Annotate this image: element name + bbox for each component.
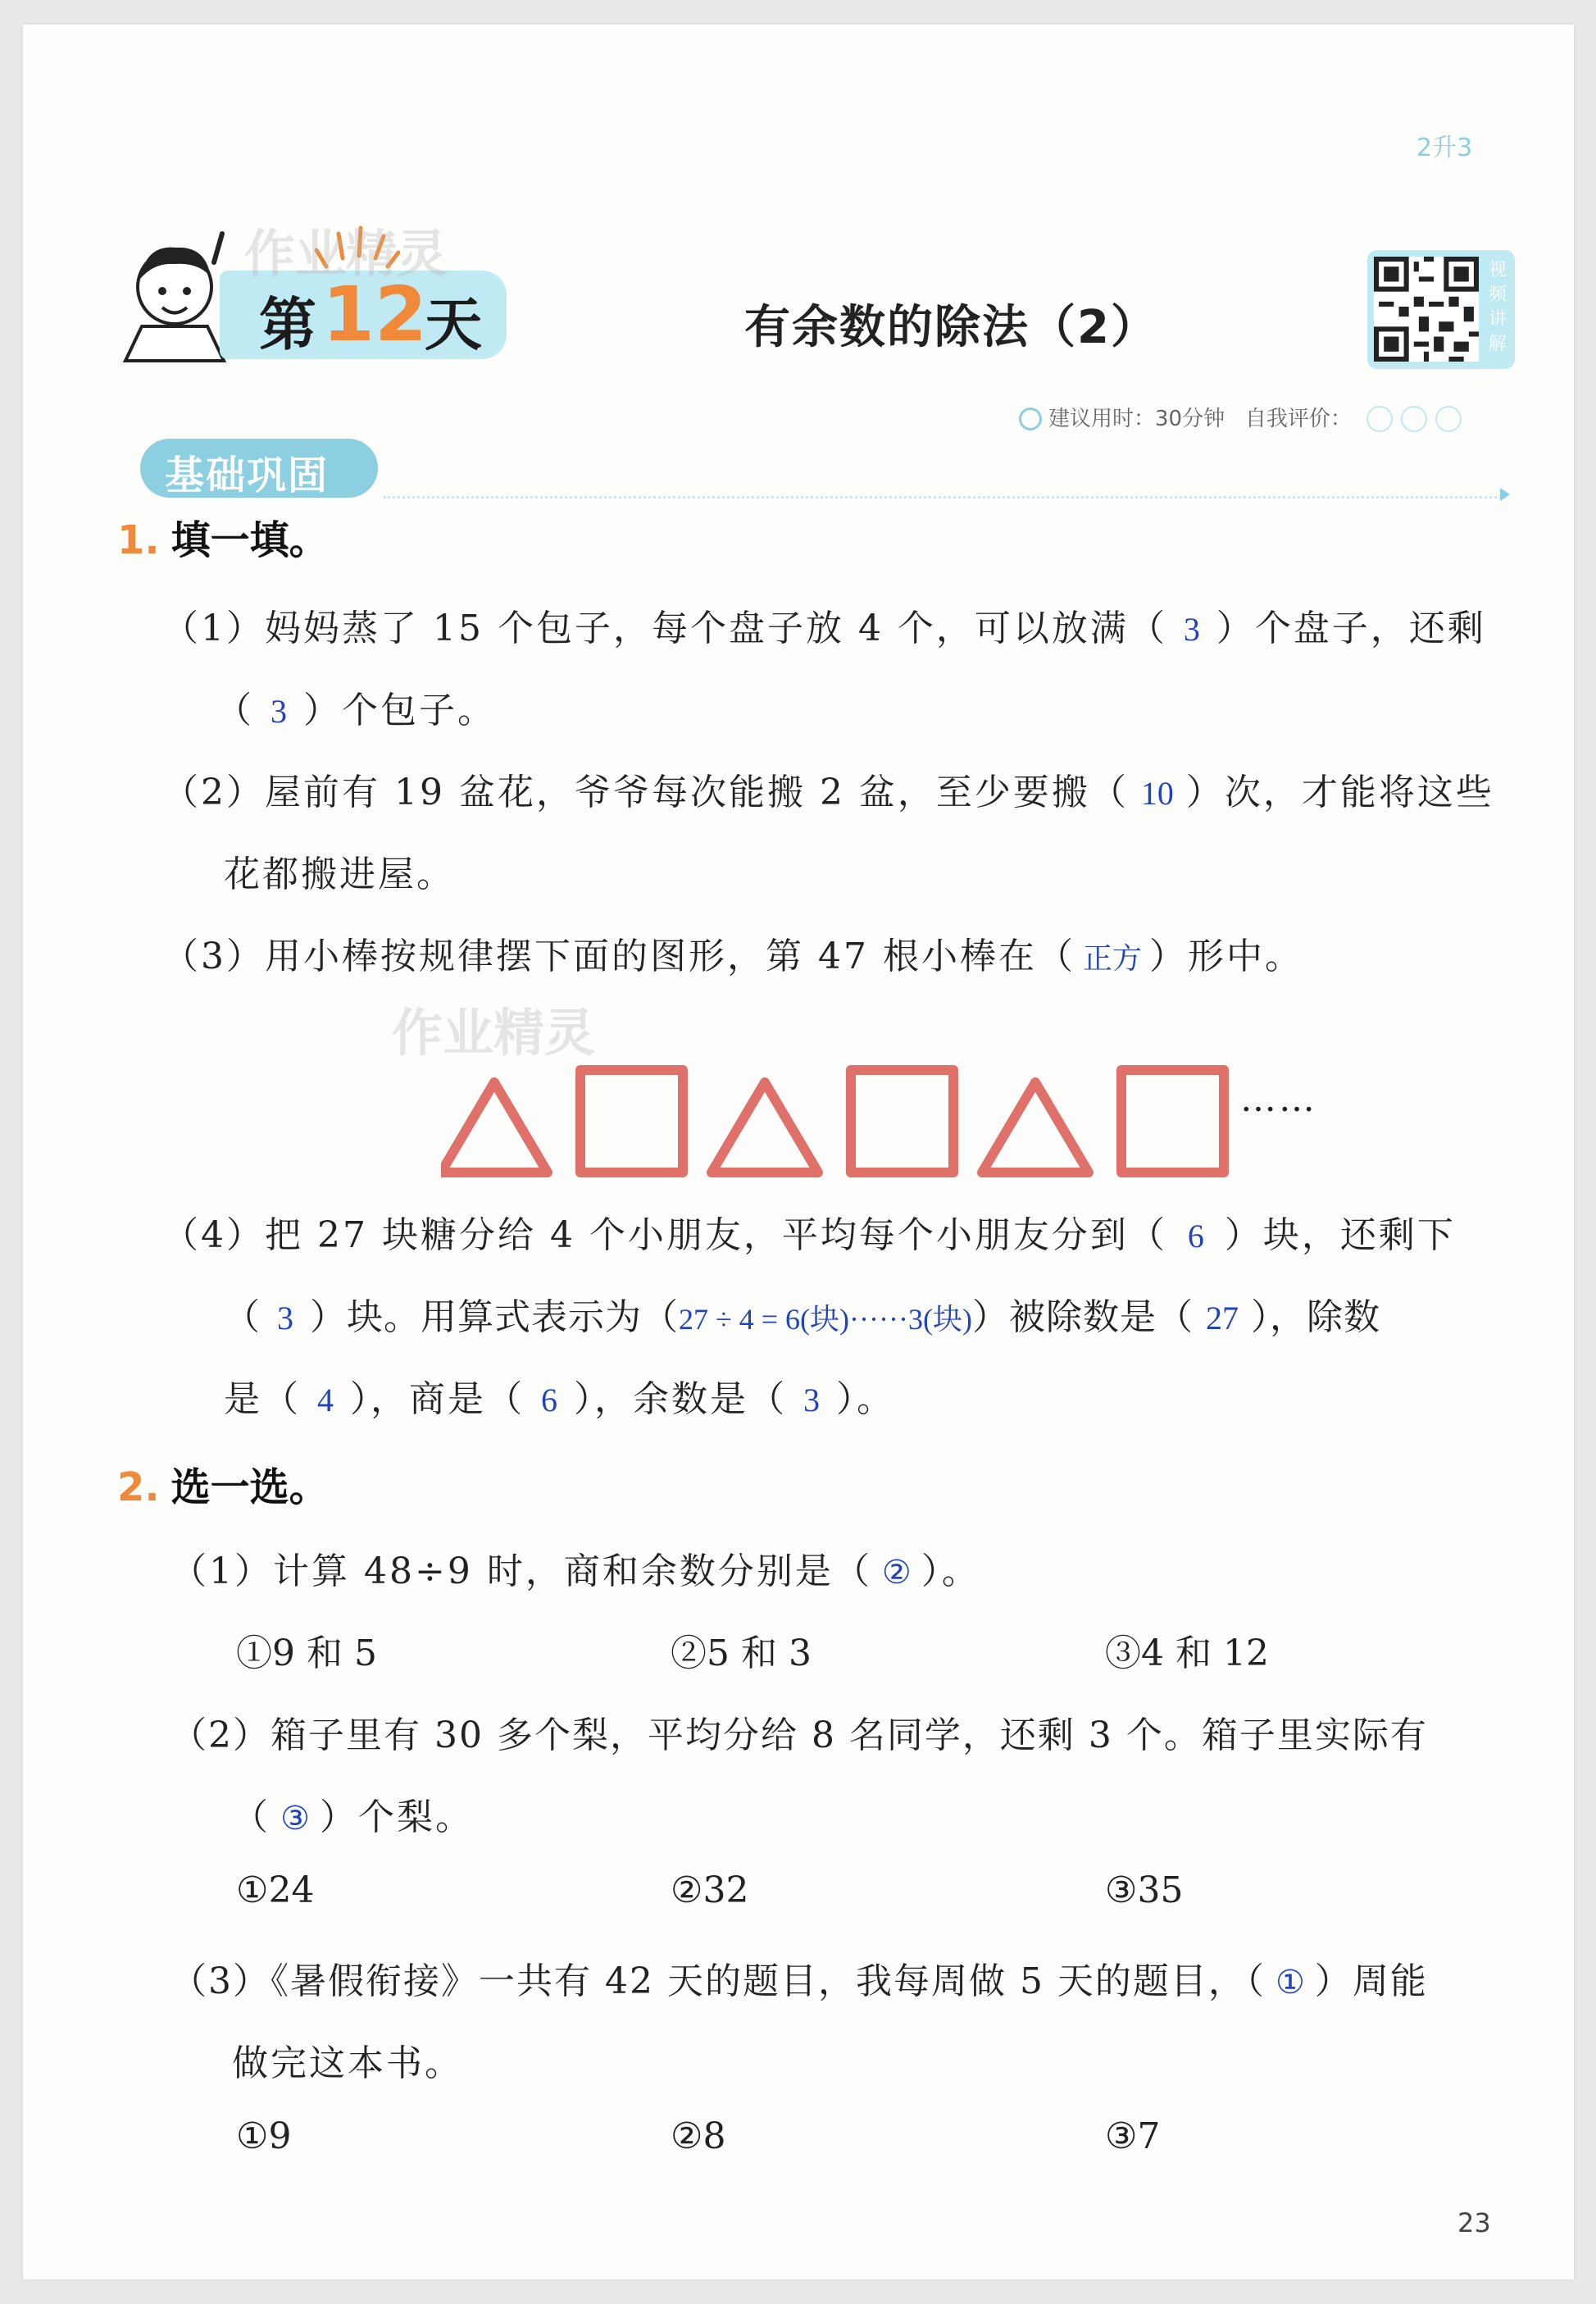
answer: 27 ÷ 4 = 6(块)······3(块) bbox=[679, 1303, 972, 1336]
q2-p3-option[interactable]: ①9 bbox=[236, 2115, 292, 2157]
smile-face-icon[interactable] bbox=[1366, 406, 1393, 432]
sad-face-icon[interactable] bbox=[1435, 406, 1462, 432]
q1-p4-line1 bbox=[162, 1205, 1456, 1258]
answer: ③ bbox=[280, 1800, 310, 1837]
answer: ① bbox=[1275, 1964, 1305, 2001]
text: （ bbox=[216, 690, 254, 731]
q1-p4-line2 bbox=[224, 1287, 1380, 1340]
q2-p2-line2 bbox=[232, 1787, 474, 1840]
text: （ bbox=[232, 1796, 271, 1838]
section-label: 基础巩固 bbox=[165, 453, 330, 499]
q2-p1-option[interactable]: ③4 和 12 bbox=[1105, 1632, 1269, 1674]
self-eval-label: 自我评价： bbox=[1244, 407, 1352, 431]
square-shape bbox=[1121, 1070, 1224, 1172]
qr-code-icon bbox=[1374, 257, 1479, 362]
text: ），除数 bbox=[1250, 1296, 1380, 1338]
answer: 正方 bbox=[1082, 942, 1142, 975]
text: ）个盘子，还剩 bbox=[1216, 608, 1486, 649]
triangle-shape bbox=[982, 1082, 1089, 1172]
grade-label: 2升3 bbox=[1416, 134, 1473, 162]
answer: ② bbox=[881, 1554, 912, 1591]
q2-heading bbox=[117, 1455, 329, 1512]
video-qr-code[interactable] bbox=[1367, 250, 1515, 369]
text: ）块。用算式表示为（ bbox=[310, 1296, 679, 1338]
q1-number: 1. bbox=[117, 517, 160, 563]
text: （2）屋前有 19 盆花，爷爷每次能搬 2 盆，至少要搬（ bbox=[162, 772, 1129, 813]
q2-p2-option[interactable]: ②32 bbox=[671, 1869, 749, 1911]
triangle-shape bbox=[712, 1082, 818, 1172]
q2-p1-option[interactable]: ②5 和 3 bbox=[671, 1632, 812, 1674]
answer: 27 bbox=[1205, 1300, 1239, 1336]
text: ）个包子。 bbox=[303, 690, 496, 731]
text: ）。 bbox=[836, 1378, 895, 1420]
day-suffix: 天 bbox=[425, 290, 482, 358]
text: （3）用小棒按规律摆下面的图形，第 47 根小棒在（ bbox=[162, 936, 1075, 977]
worksheet-page bbox=[23, 25, 1574, 2279]
answer: 3 bbox=[803, 1382, 820, 1418]
day-prefix: 第 bbox=[259, 290, 316, 358]
text: （4）把 27 块糖分给 4 个小朋友，平均每个小朋友分到（ bbox=[162, 1214, 1167, 1256]
q2-p3-line2: 做完这本书。 bbox=[232, 2042, 463, 2084]
answer: 3 bbox=[1183, 611, 1200, 648]
qr-label-char: 解 bbox=[1488, 334, 1507, 354]
q2-p2-option[interactable]: ①24 bbox=[236, 1869, 315, 1911]
divider-arrow-icon bbox=[1500, 488, 1510, 501]
q1-p3-line bbox=[162, 927, 1303, 979]
q1-heading bbox=[117, 508, 329, 565]
qr-label-char: 频 bbox=[1488, 285, 1507, 305]
text: ）被除数是（ bbox=[971, 1296, 1194, 1338]
qr-label bbox=[1487, 258, 1508, 357]
text: ），商是（ bbox=[350, 1378, 525, 1420]
q2-p1-option[interactable]: ①9 和 5 bbox=[236, 1632, 377, 1674]
text: ）形中。 bbox=[1148, 936, 1303, 977]
q1-p1-line2 bbox=[216, 681, 496, 733]
q1-p4-line3 bbox=[224, 1369, 895, 1422]
answer: 3 bbox=[277, 1300, 293, 1336]
q1-p2-line2: 花都搬进屋。 bbox=[224, 854, 455, 895]
q1-title: 填一填。 bbox=[171, 517, 329, 563]
page-number: 23 bbox=[1457, 2207, 1491, 2238]
text: （ bbox=[224, 1296, 261, 1338]
text: 是（ bbox=[224, 1378, 301, 1420]
answer: 10 bbox=[1140, 775, 1174, 812]
text: ）块，还剩下 bbox=[1224, 1214, 1456, 1256]
text: ），余数是（ bbox=[574, 1378, 787, 1420]
qr-label-char: 讲 bbox=[1488, 309, 1507, 330]
answer: 6 bbox=[1187, 1218, 1204, 1254]
pattern-ellipsis: …… bbox=[1240, 1078, 1317, 1120]
meta-info bbox=[1019, 402, 1462, 432]
q1-p1-line1 bbox=[162, 599, 1486, 651]
text: ）次，才能将这些 bbox=[1185, 772, 1494, 813]
answer: 4 bbox=[317, 1382, 334, 1418]
watermark-text: 作业精灵 bbox=[392, 1003, 596, 1063]
mascot-boy-icon bbox=[117, 230, 232, 369]
q2-p2-line1: （2）箱子里有 30 多个梨，平均分给 8 名同学，还剩 3 个。箱子里实际有 bbox=[171, 1714, 1428, 1756]
q2-p2-option[interactable]: ③35 bbox=[1105, 1869, 1184, 1911]
qr-label-char: 视 bbox=[1488, 260, 1507, 280]
q2-p1-line bbox=[171, 1541, 980, 1594]
text: ）个梨。 bbox=[320, 1796, 474, 1838]
q2-title: 选一选。 bbox=[171, 1464, 329, 1510]
q2-p3-option[interactable]: ②8 bbox=[671, 2115, 726, 2157]
square-shape bbox=[580, 1070, 683, 1172]
suggested-time: 建议用时：30分钟 bbox=[1048, 407, 1225, 431]
q2-p3-line1 bbox=[171, 1951, 1428, 2004]
section-pill bbox=[140, 439, 378, 498]
section-divider bbox=[384, 496, 1507, 499]
clock-icon bbox=[1019, 408, 1042, 430]
text: （1）计算 48÷9 时，商和余数分别是（ bbox=[171, 1550, 872, 1592]
triangle-shape bbox=[441, 1082, 548, 1172]
answer: 6 bbox=[541, 1382, 557, 1418]
q2-number: 2. bbox=[117, 1464, 160, 1510]
matchstick-pattern bbox=[441, 1062, 1343, 1185]
day-number: 12 bbox=[322, 271, 428, 358]
text: （1）妈妈蒸了 15 个包子，每个盘子放 4 个，可以放满（ bbox=[162, 608, 1167, 649]
text: ）周能 bbox=[1314, 1960, 1428, 2002]
neutral-face-icon[interactable] bbox=[1401, 406, 1427, 432]
square-shape bbox=[851, 1070, 953, 1172]
answer: 3 bbox=[271, 693, 287, 730]
watermark-text: 作业精灵 bbox=[244, 224, 448, 284]
q1-p2-line1 bbox=[162, 763, 1494, 815]
page-title: 有余数的除法（2） bbox=[744, 301, 1158, 354]
text: ）。 bbox=[921, 1550, 980, 1592]
text: （3）《暑假衔接》一共有 42 天的题目，我每周做 5 天的题目，（ bbox=[171, 1960, 1266, 2002]
q2-p3-option[interactable]: ③7 bbox=[1105, 2115, 1161, 2157]
